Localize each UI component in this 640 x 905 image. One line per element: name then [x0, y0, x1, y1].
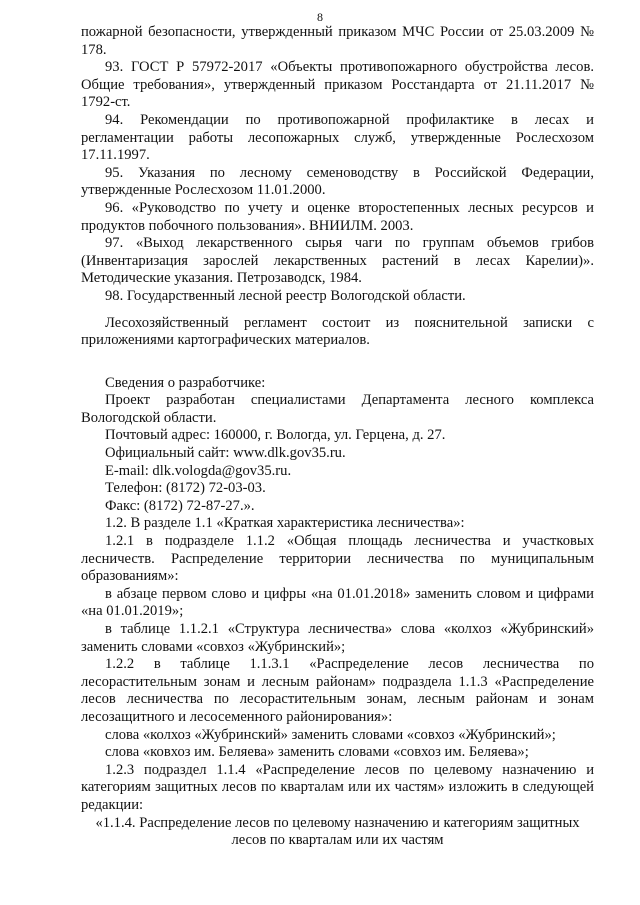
paragraph: в таблице 1.1.2.1 «Структура лесничества» слова «колхоз «Жубринский» заменить словами «совхоз «Жубринский»;	[81, 621, 594, 655]
paragraph: 1.2. В разделе 1.1 «Краткая характеристика лесничества»:	[105, 515, 465, 532]
list-item-93: 93. ГОСТ Р 57972-2017 «Объекты противопожарного обустройства лесов. Общие требования», утвержденный приказом Росстандарта от 21.11.2017 № 1792-ст.	[81, 59, 594, 111]
list-item-94: 94. Рекомендации по противопожарной профилактике в лесах и регламентации работы лесопожарных служб, утвержденные Рослесхозом 17.11.1997.	[81, 111, 594, 164]
paragraph: в абзаце первом слово и цифры «на 01.01.2018» заменить словом и цифрами «на 01.01.2019»;	[81, 585, 594, 620]
paragraph: 1.2.3 подраздел 1.1.4 «Распределение лесов по целевому назначению и категориям защитных лесов по кварталам или их частям» изложить в следующей редакции:	[81, 761, 594, 813]
paragraph: 1.2.2 в таблице 1.1.3.1 «Распределение лесов лесничества по лесорастительным зонам и лесным районам» подраздела 1.1.3 «Распределение лесов лесничества по лесорастительным зонам, лесным районам и зонам лесозащитного и лесосеменного районирования»:	[81, 656, 594, 725]
phone: Телефон: (8172) 72-03-03.	[105, 480, 266, 497]
list-item-97: 97. «Выход лекарственного сырья чаги по группам объемов грибов (Инвентаризация зарослей лекарственных растений в лесах Карелии)». Методические указания. Петрозаводск, 1984.	[81, 235, 594, 287]
page-number: 8	[317, 10, 323, 24]
document-body	[81, 24, 594, 850]
paragraph: 1.2.1 в подразделе 1.1.2 «Общая площадь лесничества и участковых лесничеств. Распределение территории лесничества по муниципальным образованиям»:	[81, 533, 594, 585]
paragraph: Проект разработан специалистами Департамента лесного комплекса Вологодской области.	[81, 392, 594, 426]
list-item-95: 95. Указания по лесному семеноводству в Российской Федерации, утвержденные Рослесхозом 11.01.2000.	[81, 164, 594, 199]
paragraph: Лесохозяйственный регламент состоит из пояснительной записки с приложениями картографических материалов.	[81, 314, 594, 349]
postal-address: Почтовый адрес: 160000, г. Вологда, ул. Герцена, д. 27.	[105, 427, 446, 444]
fax: Факс: (8172) 72-87-27.».	[105, 497, 255, 514]
website: Официальный сайт: www.dlk.gov35.ru.	[105, 445, 346, 462]
list-item-96: 96. «Руководство по учету и оценке второстепенных лесных ресурсов и продуктов побочного пользования». ВНИИЛМ. 2003.	[81, 199, 594, 234]
section-heading: «1.1.4. Распределение лесов по целевому назначению и категориям защитных лесов по кварталам или их частям	[95, 814, 580, 849]
email: E-mail: dlk.vologda@gov35.ru.	[105, 462, 292, 479]
list-item-98: 98. Государственный лесной реестр Вологодской области.	[105, 287, 466, 304]
paragraph: слова «ковхоз им. Беляева» заменить словами «совхоз им. Беляева»;	[105, 744, 529, 761]
developer-heading: Сведения о разработчике:	[105, 374, 266, 391]
spacer	[81, 306, 594, 315]
paragraph: слова «колхоз «Жубринский» заменить словами «совхоз «Жубринский»;	[105, 726, 556, 743]
spacer	[81, 350, 594, 375]
paragraph: пожарной безопасности, утвержденный приказом МЧС России от 25.03.2009 № 178.	[81, 24, 594, 58]
